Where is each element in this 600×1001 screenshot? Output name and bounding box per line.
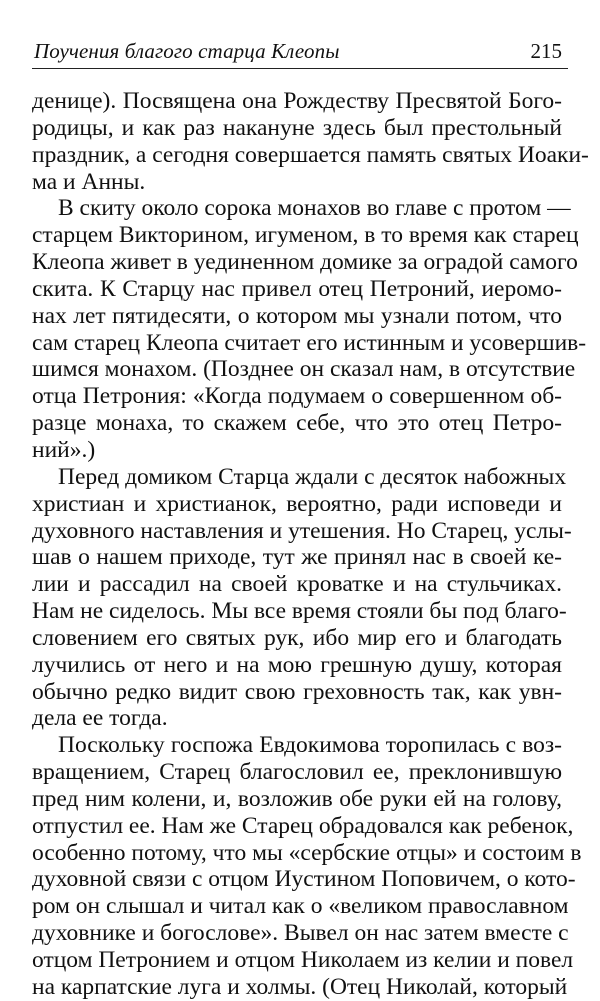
text-line: разце монаха, то скажем себе, что это отец Петро- (32, 410, 562, 437)
text-line: Клеопа живет в уединенном домике за оградой самого (32, 249, 578, 276)
text-line: словением его святых рук, ибо мир его и благодать (32, 624, 562, 651)
text-line: В скиту около сорока монахов во главе с протом — (58, 195, 571, 222)
text-line: скита. К Старцу нас привел отец Петроний, иеромо- (32, 275, 562, 302)
body-text (32, 88, 589, 1001)
text-line: христиан и христианок, вероятно, ради исповеди и (32, 490, 562, 517)
running-title: Поучения благого старца Клеопы (34, 39, 340, 63)
text-line: нах лет пятидесяти, о котором мы узнали потом, что (32, 302, 562, 329)
text-line: духовнике и богослове». Вывел он нас затем вместе с (32, 920, 569, 947)
text-line: ма и Анны. (32, 168, 146, 195)
text-line: духовной связи с отцом Иустином Поповичем, о кото- (32, 866, 576, 893)
text-line: отпустил ее. Нам же Старец обрадовался как ребенок, (32, 812, 574, 839)
text-line: дела ее тогда. (32, 705, 168, 732)
text-line: сам старец Клеопа считает его истинным и усовершив- (32, 329, 587, 356)
text-line: праздник, а сегодня совершается память святых Иоаки- (32, 141, 589, 168)
text-line: ром он слышал и читал как о «великом православном (32, 893, 569, 920)
text-line: ний».) (32, 436, 96, 463)
text-line: Нам не сиделось. Мы все время стояли бы под благо- (32, 598, 567, 625)
page-number: 215 (530, 39, 562, 63)
text-line: старцем Викторином, игуменом, в то время как старец (32, 222, 579, 249)
text-line: Поскольку госпожа Евдокимова торопилась с воз- (58, 732, 562, 759)
text-line: на карпатские луга и холмы. (Отец Николай, который (32, 973, 568, 1000)
text-line: шимся монахом. (Позднее он сказал нам, в отсутствие (32, 356, 576, 383)
text-line: особенно потому, что мы «сербские отцы» и состоим в (32, 839, 582, 866)
text-line: отцом Петронием и отцом Николаем из келии и повел (32, 947, 574, 973)
text-line: вращением, Старец благословил ее, преклонившую (32, 759, 562, 786)
text-line: денице). Посвящена она Рождеству Пресвятой Бого- (32, 88, 562, 114)
text-line: лучились от него и на мою грешную душу, которая (32, 651, 562, 678)
text-line: обычно редко видит свою греховность так, как увн- (32, 678, 562, 705)
text-line: пред ним колени, и, возложив обе руки ей на голову, (32, 785, 562, 812)
text-line: Перед домиком Старца ждали с десяток набожных (58, 463, 567, 490)
text-line: лии и рассадил на своей кроватке и на стульчиках. (32, 571, 562, 598)
text-line: родицы, и как раз накануне здесь был престольный (32, 114, 562, 141)
text-line: духовного наставления и утешения. Но Старец, услы- (32, 517, 572, 544)
text-line: шав о нашем приходе, тут же принял нас в своей ке- (32, 544, 562, 571)
running-header (32, 38, 568, 69)
text-line: отца Петрония: «Когда подумаем о совершенном об- (32, 383, 562, 410)
